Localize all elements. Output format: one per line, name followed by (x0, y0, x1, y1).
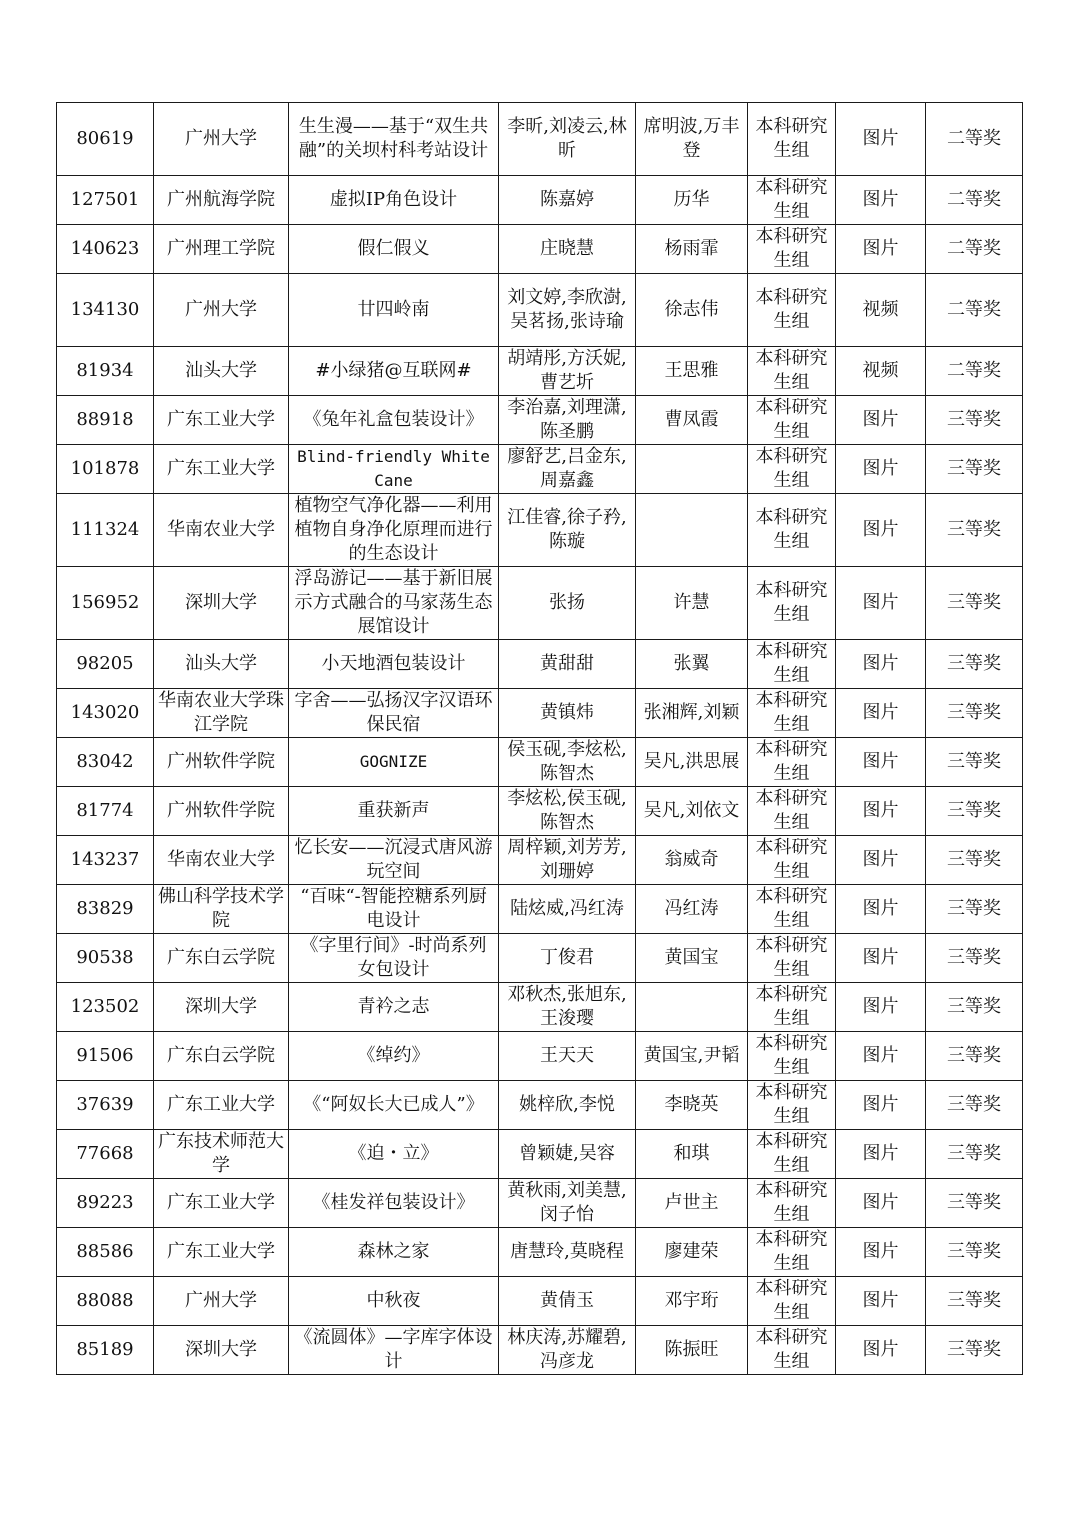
authors-cell: 刘文婷,李欣澍,吴茗扬,张诗瑜 (499, 274, 636, 347)
award-cell: 三等奖 (926, 1130, 1023, 1179)
table-row (57, 836, 1023, 885)
entry-id-cell: 89223 (57, 1179, 154, 1228)
award-cell: 三等奖 (926, 1326, 1023, 1375)
entry-id-cell: 80619 (57, 103, 154, 176)
group-cell: 本科研究生组 (748, 1130, 836, 1179)
category-cell: 视频 (836, 347, 926, 396)
work-title-cell: 重获新声 (289, 787, 499, 836)
award-cell: 三等奖 (926, 1228, 1023, 1277)
award-cell: 三等奖 (926, 738, 1023, 787)
table-row (57, 738, 1023, 787)
school-cell: 深圳大学 (154, 1326, 289, 1375)
award-cell: 三等奖 (926, 567, 1023, 640)
category-cell: 图片 (836, 1277, 926, 1326)
award-cell: 三等奖 (926, 689, 1023, 738)
advisor-cell (636, 494, 748, 567)
advisor-cell: 吴凡,洪思展 (636, 738, 748, 787)
authors-cell: 李炫松,侯玉砚,陈智杰 (499, 787, 636, 836)
table-row (57, 445, 1023, 494)
entry-id-cell: 111324 (57, 494, 154, 567)
category-cell: 图片 (836, 567, 926, 640)
school-cell: 广东白云学院 (154, 934, 289, 983)
category-cell: 图片 (836, 836, 926, 885)
group-cell: 本科研究生组 (748, 1277, 836, 1326)
table-body (57, 103, 1023, 1375)
table-row (57, 1179, 1023, 1228)
entry-id-cell: 77668 (57, 1130, 154, 1179)
category-cell: 图片 (836, 689, 926, 738)
category-cell: 图片 (836, 640, 926, 689)
award-cell: 二等奖 (926, 103, 1023, 176)
entry-id-cell: 81934 (57, 347, 154, 396)
group-cell: 本科研究生组 (748, 1081, 836, 1130)
work-title-cell: 《兔年礼盒包装设计》 (289, 396, 499, 445)
school-cell: 华南农业大学 (154, 836, 289, 885)
award-cell: 三等奖 (926, 885, 1023, 934)
entry-id-cell: 83829 (57, 885, 154, 934)
entry-id-cell: 134130 (57, 274, 154, 347)
school-cell: 佛山科学技术学院 (154, 885, 289, 934)
group-cell: 本科研究生组 (748, 494, 836, 567)
school-cell: 广州软件学院 (154, 738, 289, 787)
authors-cell: 廖舒艺,吕金东,周嘉鑫 (499, 445, 636, 494)
work-title-cell: 植物空气净化器——利用植物自身净化原理而进行的生态设计 (289, 494, 499, 567)
entry-id-cell: 81774 (57, 787, 154, 836)
group-cell: 本科研究生组 (748, 445, 836, 494)
school-cell: 汕头大学 (154, 640, 289, 689)
category-cell: 图片 (836, 494, 926, 567)
work-title-cell: 《桂发祥包装设计》 (289, 1179, 499, 1228)
category-cell: 图片 (836, 983, 926, 1032)
school-cell: 广州大学 (154, 103, 289, 176)
award-cell: 三等奖 (926, 640, 1023, 689)
authors-cell: 黄秋雨,刘美慧,闵子怡 (499, 1179, 636, 1228)
table-row (57, 1326, 1023, 1375)
group-cell: 本科研究生组 (748, 787, 836, 836)
entry-id-cell: 143020 (57, 689, 154, 738)
category-cell: 图片 (836, 885, 926, 934)
entry-id-cell: 101878 (57, 445, 154, 494)
category-cell: 视频 (836, 274, 926, 347)
advisor-cell: 徐志伟 (636, 274, 748, 347)
advisor-cell: 和琪 (636, 1130, 748, 1179)
category-cell: 图片 (836, 1032, 926, 1081)
work-title-cell: #小绿猪@互联网# (289, 347, 499, 396)
group-cell: 本科研究生组 (748, 1326, 836, 1375)
entry-id-cell: 127501 (57, 176, 154, 225)
authors-cell: 曾颖婕,吴容 (499, 1130, 636, 1179)
authors-cell: 陆炫威,冯红涛 (499, 885, 636, 934)
school-cell: 广州软件学院 (154, 787, 289, 836)
authors-cell: 黄甜甜 (499, 640, 636, 689)
work-title-cell: 浮岛游记——基于新旧展示方式融合的马家荡生态展馆设计 (289, 567, 499, 640)
entry-id-cell: 143237 (57, 836, 154, 885)
advisor-cell: 翁威奇 (636, 836, 748, 885)
school-cell: 广东工业大学 (154, 396, 289, 445)
award-cell: 三等奖 (926, 494, 1023, 567)
group-cell: 本科研究生组 (748, 274, 836, 347)
school-cell: 广东工业大学 (154, 1081, 289, 1130)
table-row (57, 494, 1023, 567)
work-title-cell: 《迫・立》 (289, 1130, 499, 1179)
table-row (57, 787, 1023, 836)
advisor-cell: 邓宇珩 (636, 1277, 748, 1326)
entry-id-cell: 140623 (57, 225, 154, 274)
group-cell: 本科研究生组 (748, 640, 836, 689)
entry-id-cell: 88088 (57, 1277, 154, 1326)
category-cell: 图片 (836, 787, 926, 836)
school-cell: 汕头大学 (154, 347, 289, 396)
advisor-cell (636, 983, 748, 1032)
authors-cell: 李昕,刘凌云,林昕 (499, 103, 636, 176)
work-title-cell: 青衿之志 (289, 983, 499, 1032)
school-cell: 广州理工学院 (154, 225, 289, 274)
group-cell: 本科研究生组 (748, 689, 836, 738)
group-cell: 本科研究生组 (748, 934, 836, 983)
advisor-cell: 许慧 (636, 567, 748, 640)
category-cell: 图片 (836, 176, 926, 225)
authors-cell: 陈嘉婷 (499, 176, 636, 225)
advisor-cell: 吴凡,刘依文 (636, 787, 748, 836)
category-cell: 图片 (836, 738, 926, 787)
work-title-cell: 中秋夜 (289, 1277, 499, 1326)
award-cell: 三等奖 (926, 836, 1023, 885)
table-row (57, 225, 1023, 274)
award-cell: 三等奖 (926, 934, 1023, 983)
school-cell: 广东技术师范大学 (154, 1130, 289, 1179)
authors-cell: 李治嘉,刘理潇,陈圣鹏 (499, 396, 636, 445)
advisor-cell: 历华 (636, 176, 748, 225)
group-cell: 本科研究生组 (748, 396, 836, 445)
category-cell: 图片 (836, 445, 926, 494)
work-title-cell: GOGNIZE (289, 738, 499, 787)
group-cell: 本科研究生组 (748, 1179, 836, 1228)
table-row (57, 983, 1023, 1032)
work-title-cell: 假仁假义 (289, 225, 499, 274)
work-title-cell: 《字里行间》-时尚系列女包设计 (289, 934, 499, 983)
award-cell: 二等奖 (926, 274, 1023, 347)
authors-cell: 侯玉砚,李炫松,陈智杰 (499, 738, 636, 787)
table-row (57, 1130, 1023, 1179)
table-row (57, 274, 1023, 347)
award-cell: 三等奖 (926, 1277, 1023, 1326)
award-cell: 二等奖 (926, 176, 1023, 225)
school-cell: 广东工业大学 (154, 1179, 289, 1228)
category-cell: 图片 (836, 225, 926, 274)
category-cell: 图片 (836, 934, 926, 983)
authors-cell: 丁俊君 (499, 934, 636, 983)
authors-cell: 邓秋杰,张旭东,王浚璎 (499, 983, 636, 1032)
entry-id-cell: 156952 (57, 567, 154, 640)
table-row (57, 1277, 1023, 1326)
advisor-cell: 王思雅 (636, 347, 748, 396)
category-cell: 图片 (836, 1179, 926, 1228)
authors-cell: 黄倩玉 (499, 1277, 636, 1326)
authors-cell: 胡靖彤,方沃妮,曹艺圻 (499, 347, 636, 396)
entry-id-cell: 88586 (57, 1228, 154, 1277)
table-row (57, 1032, 1023, 1081)
awards-table (56, 102, 1023, 1375)
authors-cell: 江佳睿,徐子矜,陈璇 (499, 494, 636, 567)
table-row (57, 885, 1023, 934)
work-title-cell: 《“阿奴长大已成人”》 (289, 1081, 499, 1130)
advisor-cell: 廖建荣 (636, 1228, 748, 1277)
entry-id-cell: 85189 (57, 1326, 154, 1375)
entry-id-cell: 91506 (57, 1032, 154, 1081)
table-row (57, 567, 1023, 640)
entry-id-cell: 98205 (57, 640, 154, 689)
award-cell: 三等奖 (926, 396, 1023, 445)
category-cell: 图片 (836, 1081, 926, 1130)
award-cell: 三等奖 (926, 983, 1023, 1032)
category-cell: 图片 (836, 1130, 926, 1179)
school-cell: 广州大学 (154, 1277, 289, 1326)
work-title-cell: 生生漫——基于“双生共融”的关坝村科考站设计 (289, 103, 499, 176)
authors-cell: 周梓颖,刘芳芳,刘珊婷 (499, 836, 636, 885)
award-cell: 三等奖 (926, 1179, 1023, 1228)
award-cell: 三等奖 (926, 445, 1023, 494)
table-row (57, 347, 1023, 396)
group-cell: 本科研究生组 (748, 738, 836, 787)
award-cell: 三等奖 (926, 1081, 1023, 1130)
category-cell: 图片 (836, 396, 926, 445)
advisor-cell: 张湘辉,刘颖 (636, 689, 748, 738)
work-title-cell: 森林之家 (289, 1228, 499, 1277)
entry-id-cell: 83042 (57, 738, 154, 787)
group-cell: 本科研究生组 (748, 1032, 836, 1081)
entry-id-cell: 123502 (57, 983, 154, 1032)
advisor-cell (636, 445, 748, 494)
group-cell: 本科研究生组 (748, 225, 836, 274)
category-cell: 图片 (836, 1326, 926, 1375)
table-row (57, 396, 1023, 445)
school-cell: 深圳大学 (154, 567, 289, 640)
category-cell: 图片 (836, 103, 926, 176)
school-cell: 深圳大学 (154, 983, 289, 1032)
advisor-cell: 席明波,万丰登 (636, 103, 748, 176)
work-title-cell: 字舍——弘扬汉字汉语环保民宿 (289, 689, 499, 738)
work-title-cell: 《绰约》 (289, 1032, 499, 1081)
authors-cell: 唐慧玲,莫晓程 (499, 1228, 636, 1277)
authors-cell: 庄晓慧 (499, 225, 636, 274)
group-cell: 本科研究生组 (748, 567, 836, 640)
award-cell: 三等奖 (926, 1032, 1023, 1081)
work-title-cell: 小天地酒包装设计 (289, 640, 499, 689)
entry-id-cell: 37639 (57, 1081, 154, 1130)
work-title-cell: 忆长安——沉浸式唐风游玩空间 (289, 836, 499, 885)
school-cell: 广州航海学院 (154, 176, 289, 225)
table-row (57, 1228, 1023, 1277)
work-title-cell: 虚拟IP角色设计 (289, 176, 499, 225)
award-cell: 二等奖 (926, 347, 1023, 396)
entry-id-cell: 88918 (57, 396, 154, 445)
group-cell: 本科研究生组 (748, 836, 836, 885)
advisor-cell: 黄国宝,尹韬 (636, 1032, 748, 1081)
group-cell: 本科研究生组 (748, 885, 836, 934)
table-row (57, 640, 1023, 689)
table-row (57, 176, 1023, 225)
advisor-cell: 卢世主 (636, 1179, 748, 1228)
authors-cell: 林庆涛,苏耀碧,冯彦龙 (499, 1326, 636, 1375)
advisor-cell: 陈振旺 (636, 1326, 748, 1375)
authors-cell: 姚梓欣,李悦 (499, 1081, 636, 1130)
advisor-cell: 杨雨霏 (636, 225, 748, 274)
group-cell: 本科研究生组 (748, 983, 836, 1032)
advisor-cell: 黄国宝 (636, 934, 748, 983)
table-row (57, 1081, 1023, 1130)
group-cell: 本科研究生组 (748, 103, 836, 176)
authors-cell: 张扬 (499, 567, 636, 640)
authors-cell: 黄镇炜 (499, 689, 636, 738)
table-row (57, 103, 1023, 176)
school-cell: 广东工业大学 (154, 445, 289, 494)
advisor-cell: 曹凤霞 (636, 396, 748, 445)
school-cell: 广东工业大学 (154, 1228, 289, 1277)
award-cell: 三等奖 (926, 787, 1023, 836)
school-cell: 广州大学 (154, 274, 289, 347)
entry-id-cell: 90538 (57, 934, 154, 983)
advisor-cell: 冯红涛 (636, 885, 748, 934)
work-title-cell: 《流圆体》—字库字体设计 (289, 1326, 499, 1375)
school-cell: 华南农业大学 (154, 494, 289, 567)
table-row (57, 934, 1023, 983)
table-row (57, 689, 1023, 738)
group-cell: 本科研究生组 (748, 176, 836, 225)
work-title-cell: Blind-friendly White Cane (289, 445, 499, 494)
school-cell: 华南农业大学珠江学院 (154, 689, 289, 738)
school-cell: 广东白云学院 (154, 1032, 289, 1081)
group-cell: 本科研究生组 (748, 347, 836, 396)
authors-cell: 王天天 (499, 1032, 636, 1081)
work-title-cell: 廿四岭南 (289, 274, 499, 347)
advisor-cell: 张翼 (636, 640, 748, 689)
work-title-cell: “百味“-智能控糖系列厨电设计 (289, 885, 499, 934)
group-cell: 本科研究生组 (748, 1228, 836, 1277)
award-cell: 二等奖 (926, 225, 1023, 274)
category-cell: 图片 (836, 1228, 926, 1277)
advisor-cell: 李晓英 (636, 1081, 748, 1130)
